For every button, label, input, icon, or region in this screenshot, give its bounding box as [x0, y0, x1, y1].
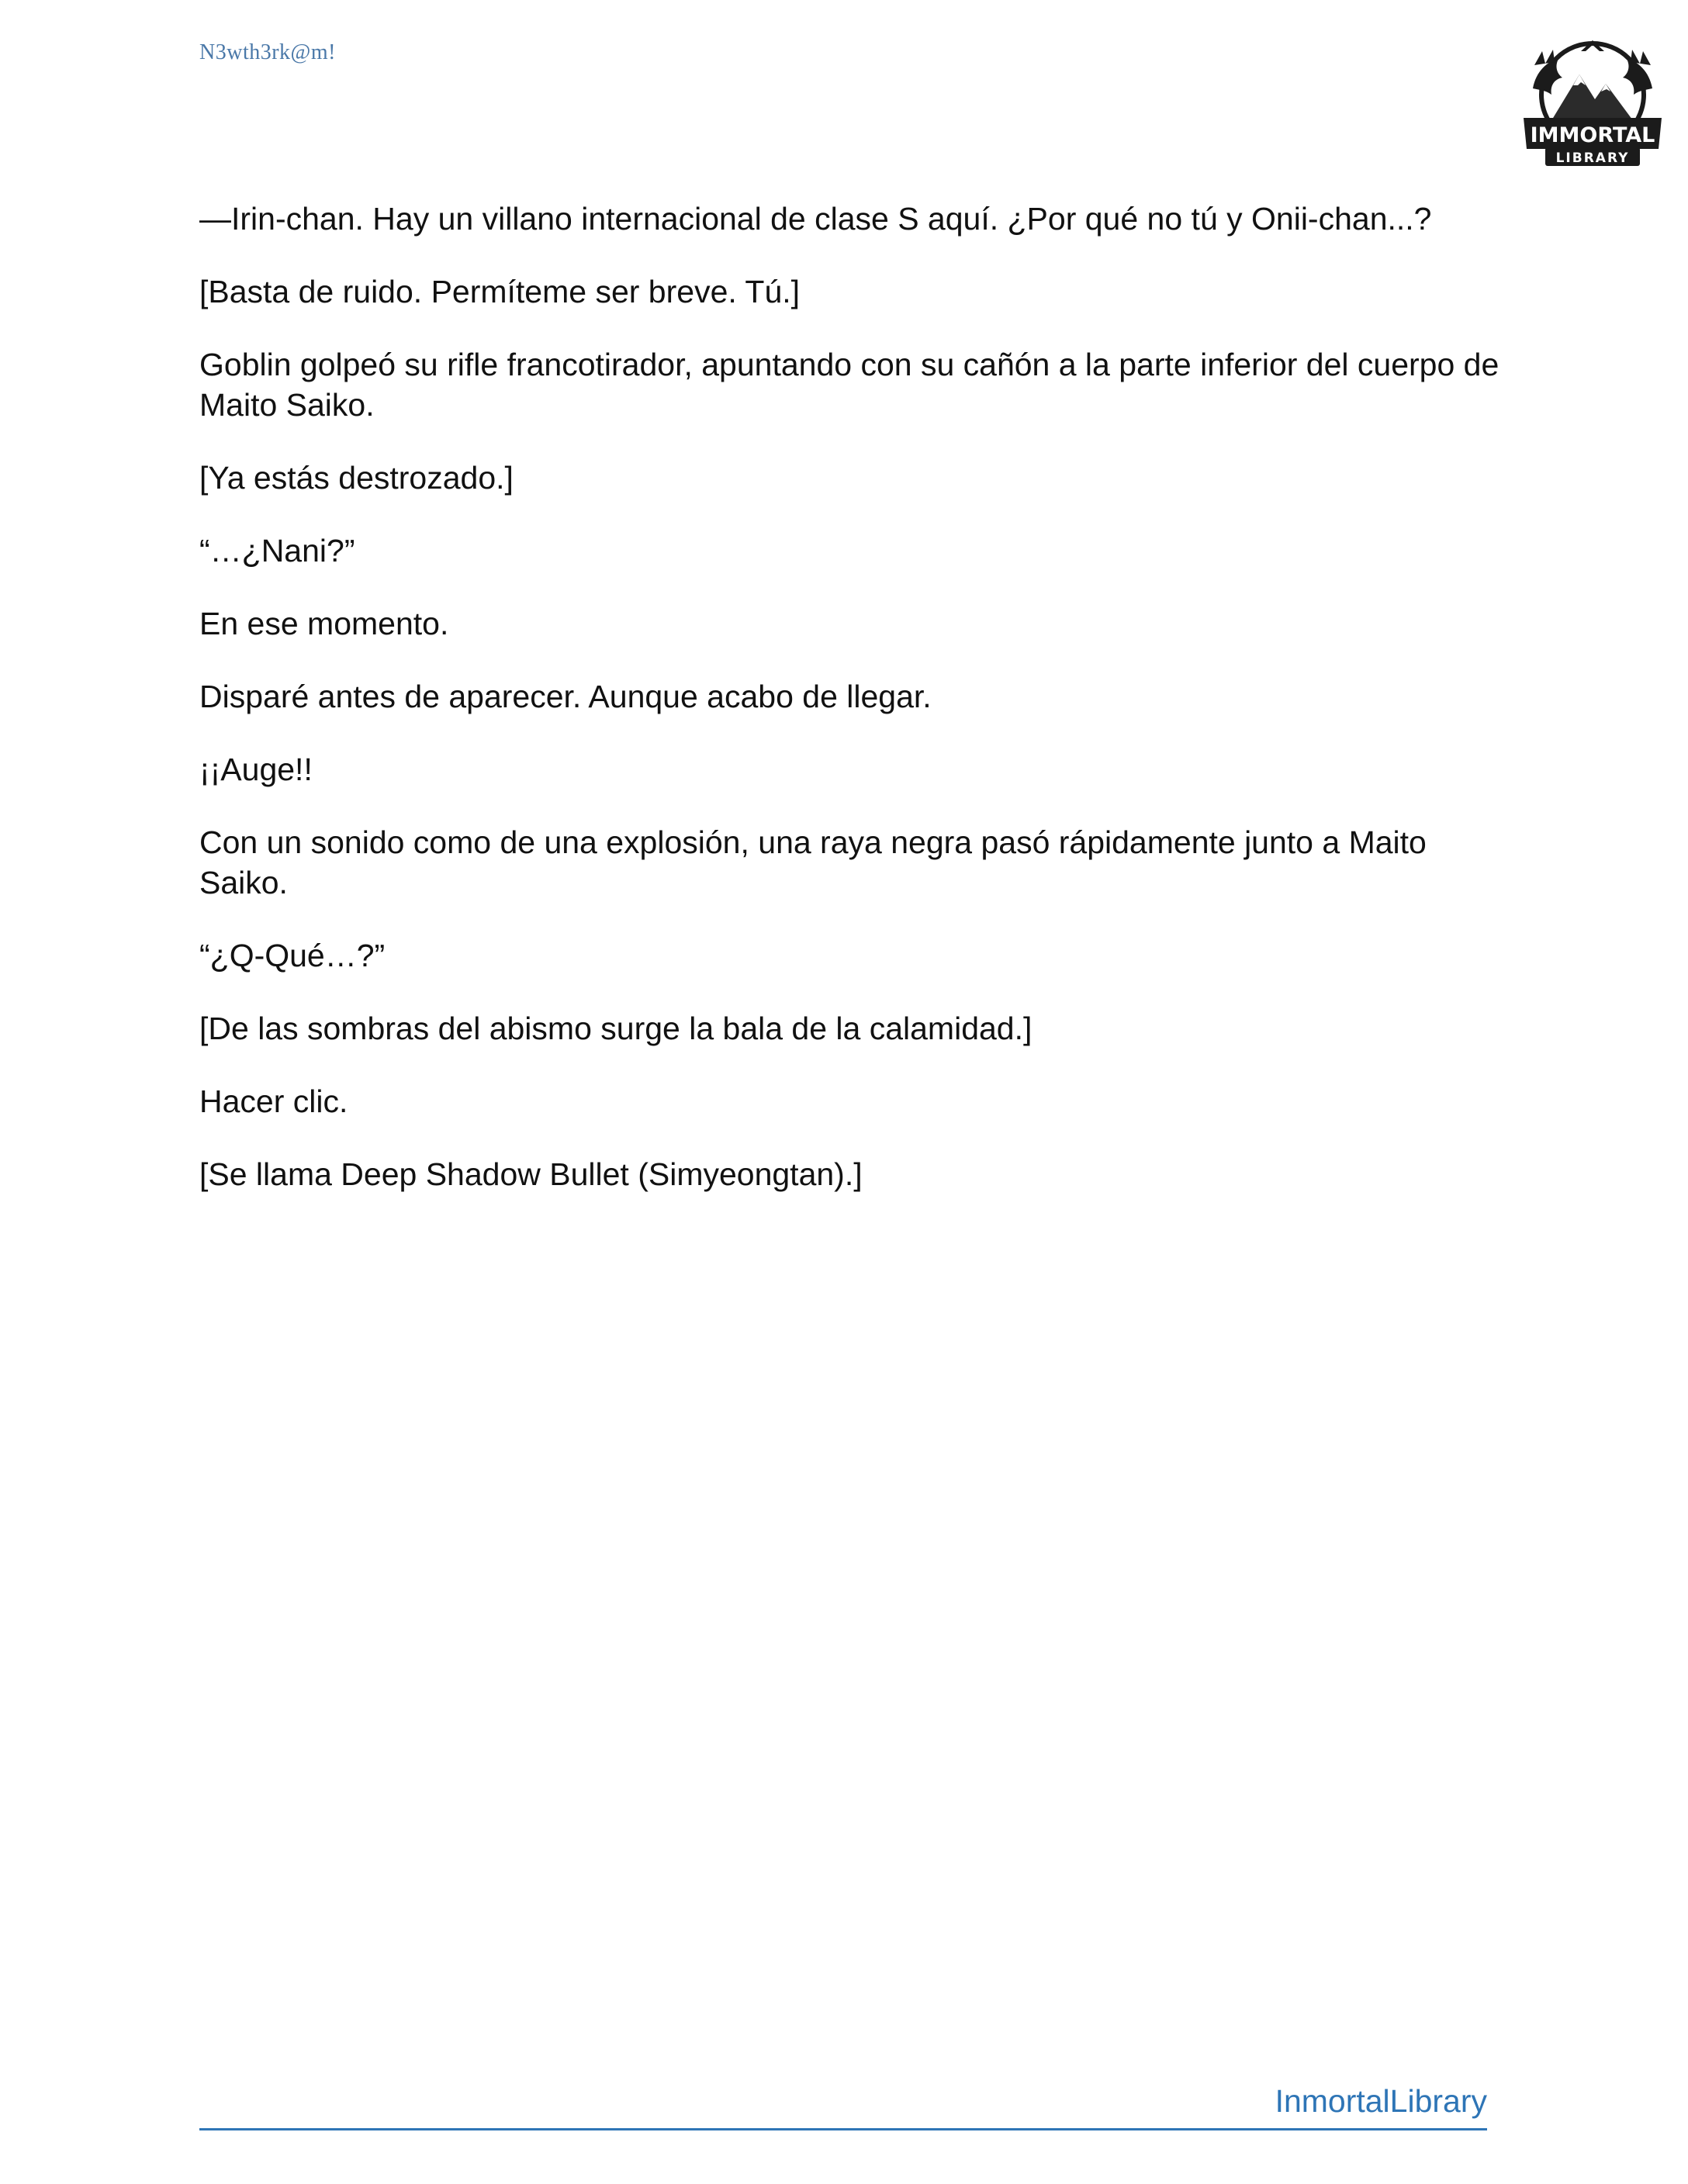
logo-graphic [1519, 34, 1666, 170]
footer [199, 2079, 1487, 2130]
paragraph: Hacer clic. [199, 1083, 348, 1119]
paragraph: [De las sombras del abismo surge la bala de la calamidad.] [199, 1011, 1033, 1046]
paragraph: Con un sonido como de una explosión, una raya negra pasó rápidamente junto a Maito Saiko. [199, 824, 1427, 900]
paragraph: Disparé antes de aparecer. Aunque acabo de llegar. [199, 679, 932, 714]
paragraph: “…¿Nani?” [199, 533, 355, 568]
paragraph: [Basta de ruido. Permíteme ser breve. Tú.] [199, 274, 801, 309]
paragraph: —Irin-chan. Hay un villano internacional de clase S aquí. ¿Por qué no tú y Onii-chan...? [199, 201, 1432, 237]
logo-text-line2: LIBRARY [1555, 150, 1630, 166]
immortal-library-logo-icon [1519, 34, 1666, 170]
logo-text-line1: IMMORTAL [1530, 123, 1655, 147]
header-note: N3wth3rk@m! [199, 40, 336, 64]
paragraph: Goblin golpeó su rifle francotirador, apuntando con su cañón a la parte inferior del cuerpo de Maito Saiko. [199, 347, 1499, 423]
paragraph: “¿Q-Qué…?” [199, 938, 386, 973]
footer-link[interactable]: InmortalLibrary [1275, 2083, 1487, 2119]
paragraph: ¡¡Auge!! [199, 752, 313, 787]
document-body [199, 199, 1503, 1227]
paragraph: [Ya estás destrozado.] [199, 460, 514, 496]
paragraph: [Se llama Deep Shadow Bullet (Simyeongtan).] [199, 1156, 863, 1192]
paragraph: En ese momento. [199, 606, 449, 641]
